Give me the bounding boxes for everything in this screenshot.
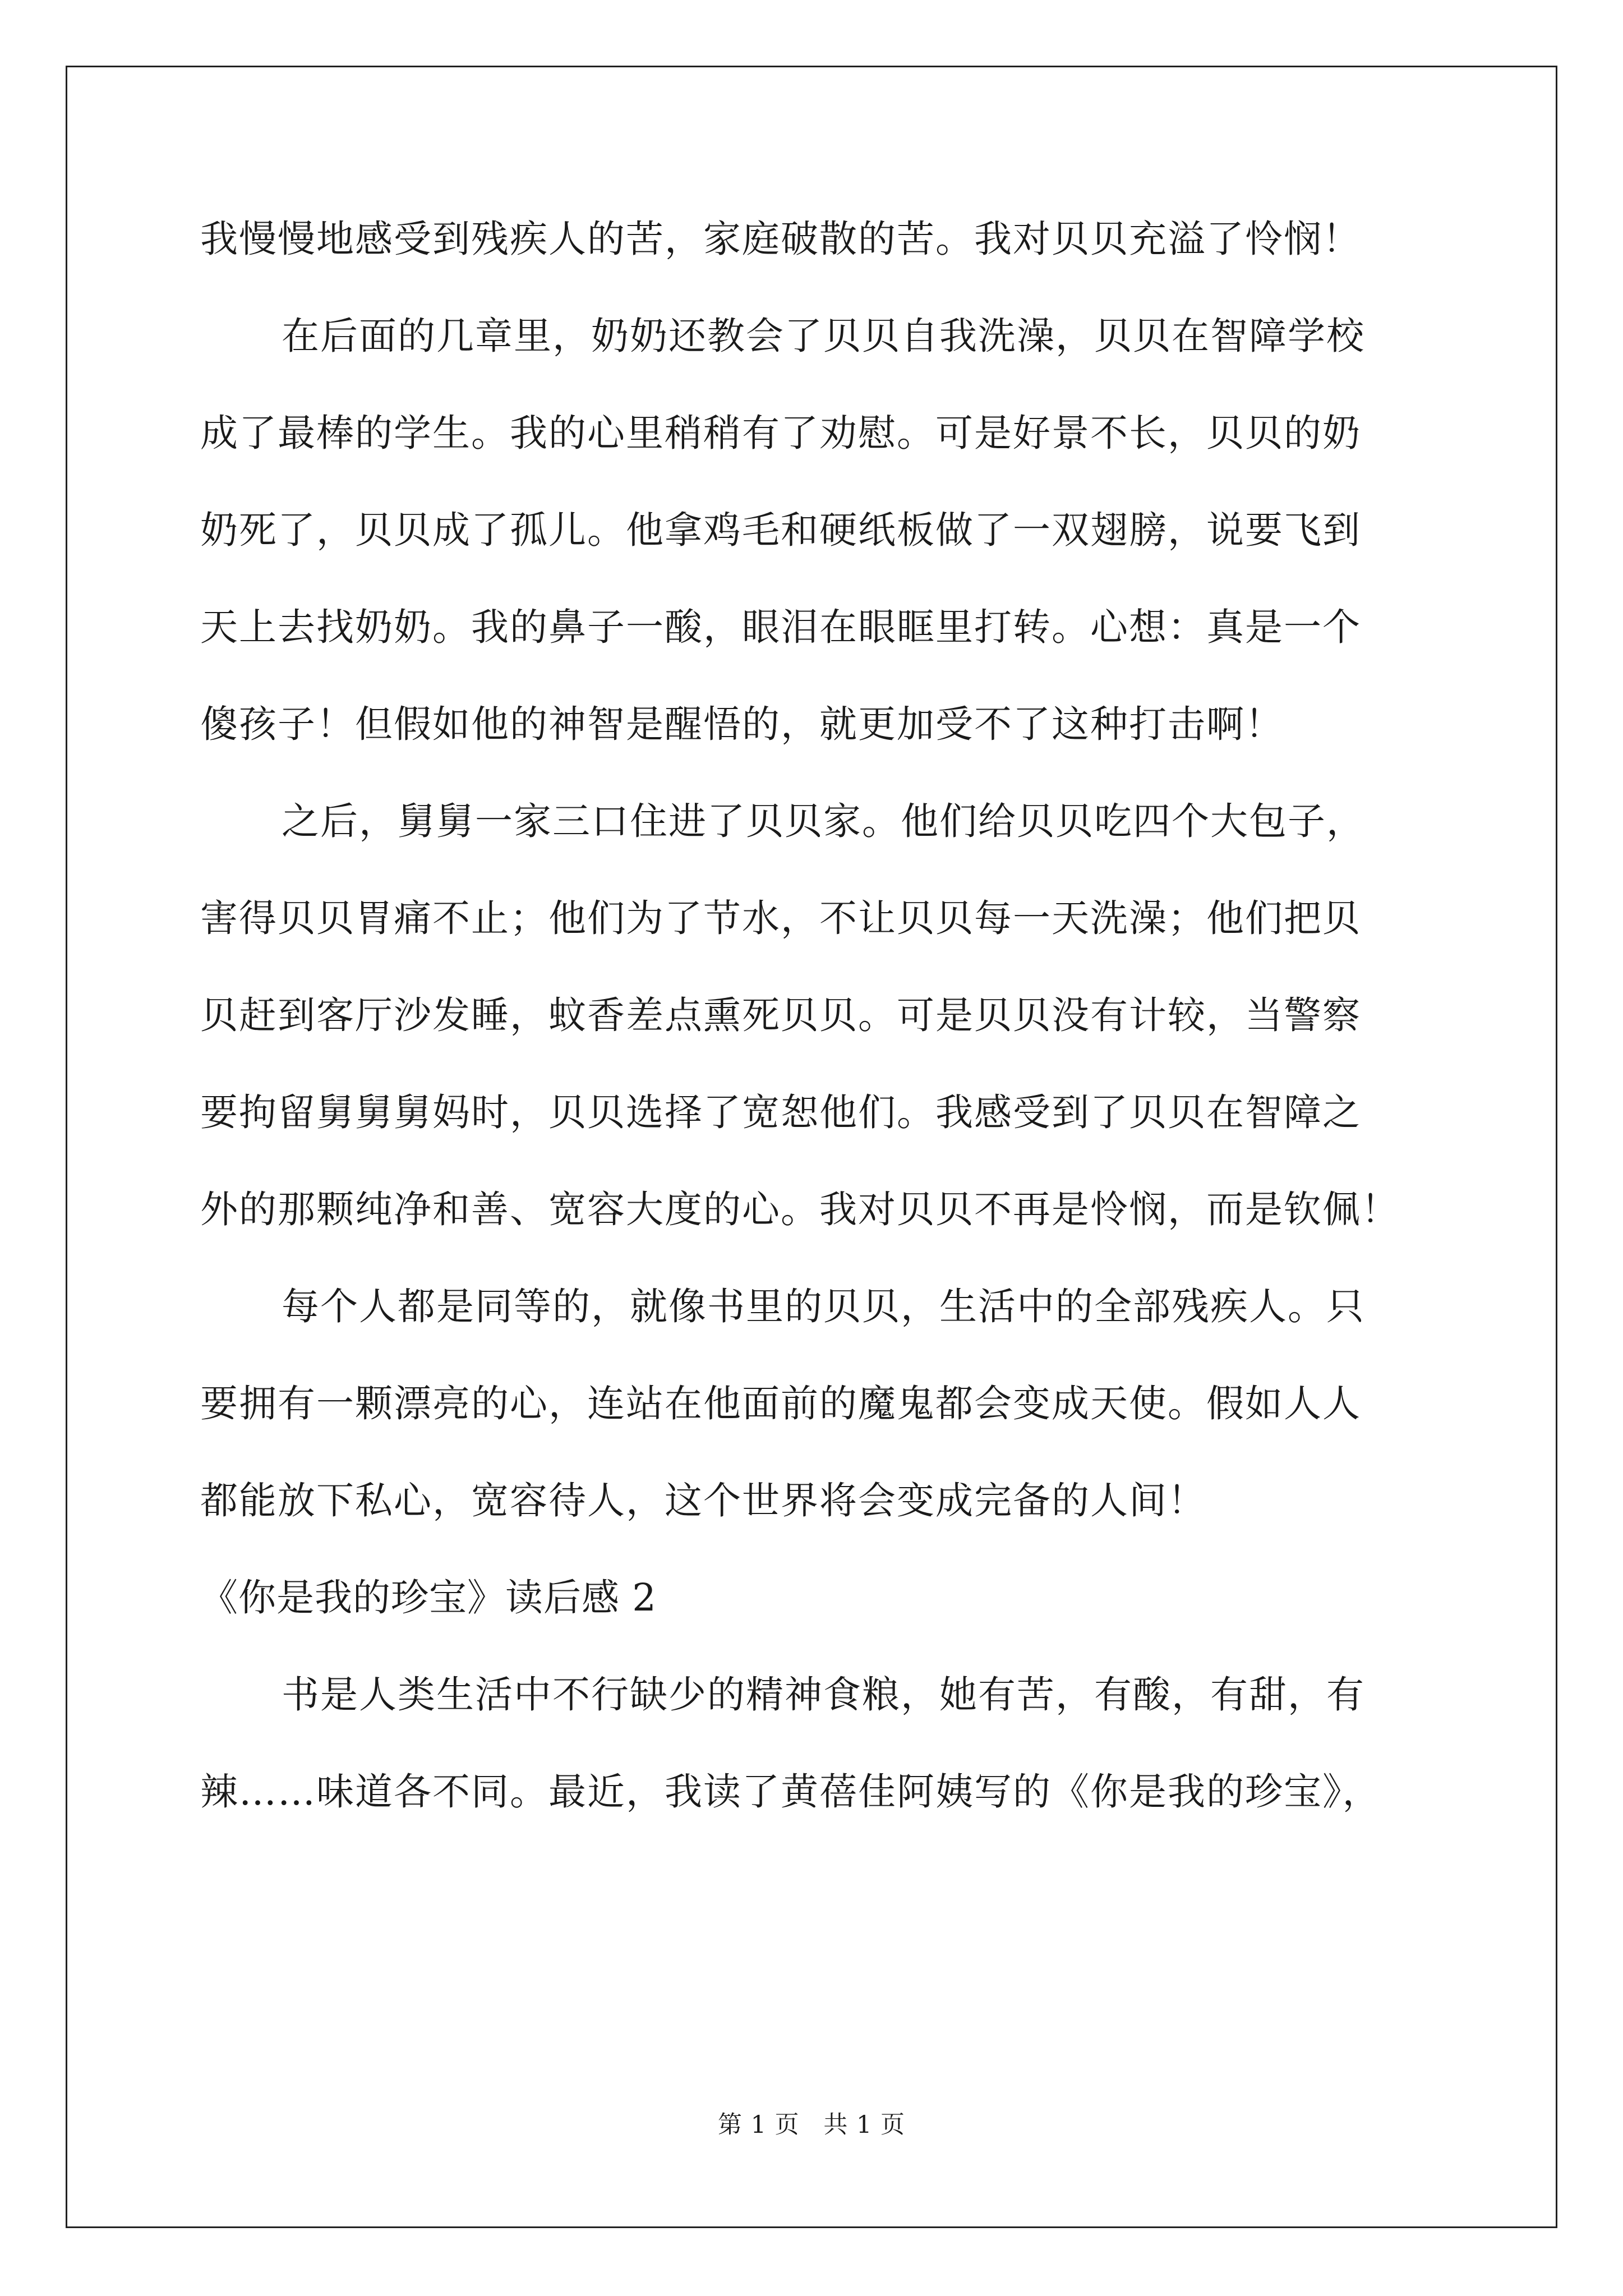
text-line: 傻孩子！但假如他的神智是醒悟的，就更加受不了这种打击啊！ — [200, 702, 1284, 746]
text-line: 害得贝贝胃痛不止；他们为了节水，不让贝贝每一天洗澡；他们把贝 — [200, 896, 1361, 940]
page-total: 共 1 页 — [823, 2111, 906, 2139]
text-line: 成了最棒的学生。我的心里稍稍有了劝慰。可是好景不长，贝贝的奶 — [200, 411, 1361, 455]
text-line: 都能放下私心，宽容待人，这个世界将会变成完备的人间！ — [200, 1479, 1206, 1522]
page-footer — [0, 2108, 1623, 2142]
text-line: 我慢慢地感受到残疾人的苦，家庭破散的苦。我对贝贝充溢了怜悯！ — [200, 217, 1361, 261]
paragraph-start-line: 之后，舅舅一家三口住进了贝贝家。他们给贝贝吃四个大包子， — [282, 799, 1365, 843]
section-heading: 《你是我的珍宝》读后感 2 — [200, 1576, 657, 1619]
paragraph-start-line: 在后面的几章里，奶奶还教会了贝贝自我洗澡，贝贝在智障学校 — [282, 314, 1365, 358]
text-line: 要拘留舅舅舅妈时，贝贝选择了宽恕他们。我感受到了贝贝在智障之 — [200, 1091, 1361, 1134]
paragraph-start-line: 书是人类生活中不行缺少的精神食粮，她有苦，有酸，有甜，有 — [282, 1673, 1365, 1717]
page-number: 第 1 页 — [717, 2111, 800, 2139]
text-line: 外的那颗纯净和善、宽容大度的心。我对贝贝不再是怜悯，而是钦佩！ — [200, 1188, 1400, 1231]
text-line: 贝赶到客厅沙发睡，蚊香差点熏死贝贝。可是贝贝没有计较，当警察 — [200, 993, 1361, 1037]
text-line: 要拥有一颗漂亮的心，连站在他面前的魔鬼都会变成天使。假如人人 — [200, 1382, 1361, 1425]
paragraph-start-line: 每个人都是同等的，就像书里的贝贝，生活中的全部残疾人。只 — [282, 1285, 1365, 1328]
text-line: 奶死了，贝贝成了孤儿。他拿鸡毛和硬纸板做了一双翅膀，说要飞到 — [200, 508, 1361, 552]
text-line: 天上去找奶奶。我的鼻子一酸，眼泪在眼眶里打转。心想：真是一个 — [200, 605, 1361, 649]
document-body — [200, 213, 1434, 1863]
text-line: 辣……味道各不同。最近，我读了黄蓓佳阿姨写的《你是我的珍宝》， — [200, 1770, 1381, 1814]
